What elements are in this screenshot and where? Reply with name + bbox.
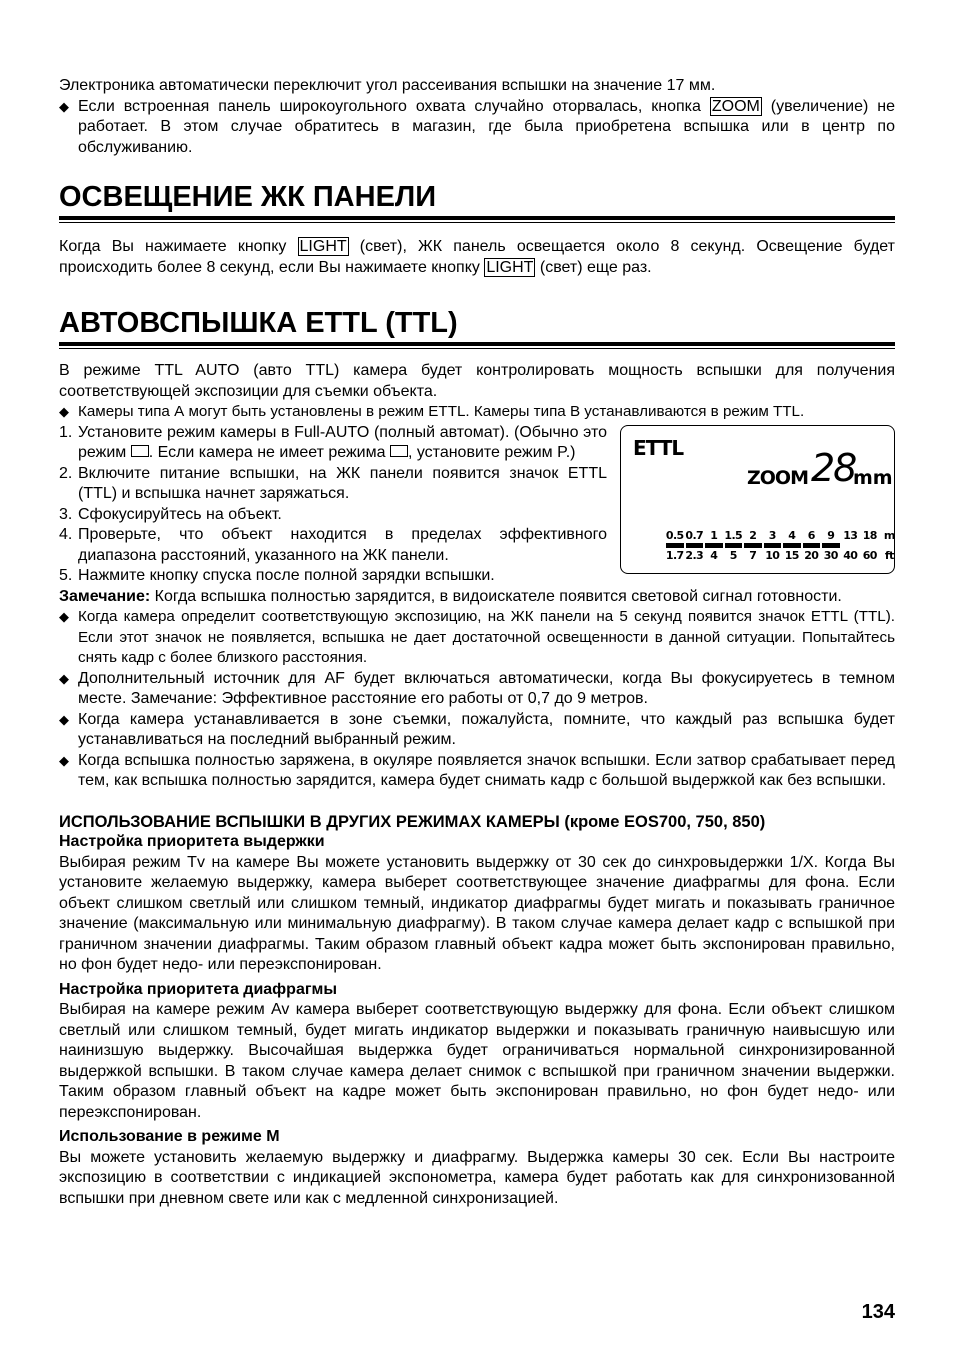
ettl-bullet: ◆ Камеры типа А могут быть установлены в режим ETTL. Камеры типа В устанавливаются в режим TTL. (59, 402, 895, 423)
lcd-panel-illustration (620, 425, 895, 574)
lcd-scale-column (704, 529, 724, 562)
lcd-feet-value: 2.3 (685, 548, 704, 562)
lcd-meter-value: 13 (843, 528, 858, 542)
lcd-feet-value: 30 (823, 548, 838, 562)
section-title-other-modes: ИСПОЛЬЗОВАНИЕ ВСПЫШКИ В ДРУГИХ РЕЖИМАХ КАМЕРЫ (кроме EOS700, 750, 850) (59, 812, 766, 831)
lcd-range-bar (764, 543, 782, 548)
lcd-meter-value: 0.7 (685, 528, 704, 542)
note: Замечание: Когда вспышка полностью зарядится, в видоискателе появится световой сигнал готовности. (59, 587, 842, 605)
step-item: 1. Установите режим камеры в Full-AUTO (полный автомат). (Обычно это режим . Если камера не имеет режима , установите режим P.) (59, 423, 607, 461)
steps-list (59, 423, 607, 587)
lcd-meter-value: 18 (862, 528, 877, 542)
manual-mode-text: Вы можете установить желаемую выдержку и диафрагму. Выдержка камеры 30 сек. Если Вы настроите экспозицию в соответствии с индикацией экспонометра, камера будет работать как для синхронизованной вспышки при дневном свете или как с медленной синхронизацией. (59, 1148, 895, 1207)
lcd-scale-column (841, 529, 861, 562)
lcd-meter-value: 2 (749, 528, 757, 542)
intro-line: Электроника автоматически переключит угол рассеивания вспышки на значение 17 мм. (59, 77, 716, 94)
lcd-range-bar (861, 543, 879, 548)
lcd-meter-value: 4 (788, 528, 796, 542)
diamond-bullet-icon: ◆ (59, 711, 69, 727)
ettl-bullets (59, 607, 895, 792)
lcd-feet-value: 7 (749, 548, 757, 562)
light-key: LIGHT (486, 258, 534, 276)
lcd-zoom-label: ZOOM (747, 466, 808, 489)
intro-bullet: ◆ Если встроенная панель широкоугольного охвата случайно оторвалась, кнопка ZOOM (увеличение) не работает. В этом случае обратитесь в магазин, где была приобретена вспышка или в центр по обслуживанию. (59, 97, 895, 156)
bullet-item: ◆ Когда камера определит соответствующую экспозицию, на ЖК панели на 5 секунд появится значок ETTL (TTL). Если этот значок не появляется, вспышка не дает достаточной освещенности в данной ситуации. Попытайтесь снять кадр с более близкого расстояния. (59, 608, 895, 666)
lcd-scale-column (685, 529, 705, 562)
ettl-intro: В режиме TTL AUTO (авто TTL) камера будет контролировать мощность вспышки для получения соответствующей экспозиции для съемки объекта. (59, 362, 895, 400)
lcd-feet-value: 5 (729, 548, 737, 562)
page-number: 134 (861, 1301, 895, 1323)
diamond-bullet-icon: ◆ (59, 670, 69, 686)
bullet-item: ◆ Когда камера устанавливается в зоне съемки, пожалуйста, помните, что каждый раз вспышка будет устанавливаться на последний выбранный режим. (59, 710, 895, 748)
lcd-units: m ft (883, 528, 895, 562)
lcd-meter-value: 9 (827, 528, 835, 542)
bullet-item: ◆ Когда вспышка полностью заряжена, в окуляре появляется значок вспышки. Если затвор срабатывает перед тем, как вспышка полностью зарядится, камера будет снимать кадр с большой выдержкой как без вспышки. (59, 751, 895, 789)
steps-and-lcd (59, 423, 895, 587)
lcd-scale-column (724, 529, 744, 562)
step-item: 5. Нажмите кнопку спуска после полной зарядки вспышки. (59, 567, 495, 584)
full-auto-mode-icon (131, 445, 149, 457)
lcd-meter-value: 1 (710, 528, 718, 542)
lcd-range-bar (744, 543, 762, 548)
shutter-priority-text: Выбирая режим Tv на камере Вы можете установить выдержку от 30 сек до синхровыдержки 1/X. Когда Вы установите желаемую выдержку, камера выберет соответствующее значение диафрагмы для фона. Если объект слишком светлый или слишком темный, индикатор диафрагмы будет мигать и показывать граничное значение (максимальную или минимальную диафрагму). В таком случае камера делает кадр с вспышкой при граничном значении диафрагмы. Таким образом главный объект кадра может быть экспонирован правильно, но фон будет недо- или переэкспонирован. (59, 853, 895, 973)
lcd-feet-value: 1.7 (665, 548, 684, 562)
lcd-range-bar (725, 543, 743, 548)
diamond-bullet-icon: ◆ (59, 98, 69, 114)
diamond-bullet-icon: ◆ (59, 404, 69, 419)
lcd-light-text: Когда Вы нажимаете кнопку LIGHT (свет), ЖК панель освещается около 8 секунд. Освещение будет происходить более 8 секунд, если Вы нажимаете кнопку LIGHT (свет) еще раз. (59, 238, 895, 276)
lcd-scale-column (743, 529, 763, 562)
lcd-range-bar (803, 543, 821, 548)
lcd-range-bar (686, 543, 704, 548)
lcd-feet-value: 20 (804, 548, 819, 562)
diamond-bullet-icon: ◆ (59, 752, 69, 768)
lcd-scale-column (665, 529, 685, 562)
lcd-scale-column (782, 529, 802, 562)
lcd-feet-value: 10 (765, 548, 780, 562)
page-content (59, 76, 895, 1209)
lcd-feet-value: 40 (843, 548, 858, 562)
bullet-item: ◆ Дополнительный источник для AF будет включаться автоматически, когда Вы фокусируетесь в темном месте. Замечание: Эффективное расстояние его работы от 0,7 до 9 метров. (59, 669, 895, 707)
lcd-meter-value: 0.5 (665, 528, 684, 542)
lcd-distance-scale (665, 529, 899, 562)
diamond-bullet-icon: ◆ (59, 609, 69, 624)
aperture-priority-text: Выбирая на камере режим Av камера выберет соответствующую выдержку для фона. Если объект слишком светлый или слишком темный, будет мигать индикатор выдержки и показывать граничную наивысшую или наинизшую выдержку. Высочайшая выдержка будет ограничиваться нормальной синхронизированной выдержкой вспышки. В таком случае камера делает снимок с вспышкой при граничном значении выдержки. Таким образом главный объект на кадре может быть экспонирован правильно, но фон будет недо- или переэкспонирован. (59, 1001, 895, 1121)
title-rule (59, 216, 895, 223)
step-item: 3. Сфокусируйтесь на объект. (59, 505, 282, 523)
lcd-range-bar (705, 543, 723, 548)
zoom-key: ZOOM (711, 97, 760, 115)
lcd-meter-value: 1.5 (724, 528, 743, 542)
lcd-scale-column (763, 529, 783, 562)
title-rule (59, 342, 895, 349)
lcd-feet-value: 15 (784, 548, 799, 562)
lcd-scale-column (821, 529, 841, 562)
lcd-meter-value: 3 (768, 528, 776, 542)
subheading-aperture-priority: Настройка приоритета диафрагмы (59, 980, 338, 998)
lcd-meter-value: 6 (807, 528, 815, 542)
lcd-range-bar (822, 543, 840, 548)
lcd-scale-column (860, 529, 880, 562)
lcd-range-bar (783, 543, 801, 548)
lcd-mode: ETTL (633, 435, 684, 460)
section-title-lcd-light: ОСВЕЩЕНИЕ ЖК ПАНЕЛИ (59, 181, 437, 213)
section-title-ettl: АВТОВСПЫШКА ETTL (TTL) (59, 307, 458, 339)
lcd-range-bar (666, 543, 684, 548)
lcd-range-bar (842, 543, 860, 548)
lcd-feet-value: 4 (710, 548, 718, 562)
step-item: 4. Проверьте, что объект находится в пределах эффективного диапазона расстояний, указанного на ЖК панели. (59, 526, 607, 564)
full-auto-mode-icon (390, 445, 408, 457)
lcd-scale-column (802, 529, 822, 562)
lcd-zoom-unit: mm (853, 466, 893, 489)
step-item: 2. Включите питание вспышки, на ЖК панели появится значок ETTL (TTL) и вспышка начнет заряжаться. (59, 464, 607, 502)
subheading-shutter-priority: Настройка приоритета выдержки (59, 833, 325, 850)
lcd-feet-value: 60 (862, 548, 877, 562)
light-key: LIGHT (299, 238, 347, 255)
subheading-manual-mode: Использование в режиме М (59, 1128, 280, 1145)
lcd-zoom-value: 28 (811, 445, 856, 490)
